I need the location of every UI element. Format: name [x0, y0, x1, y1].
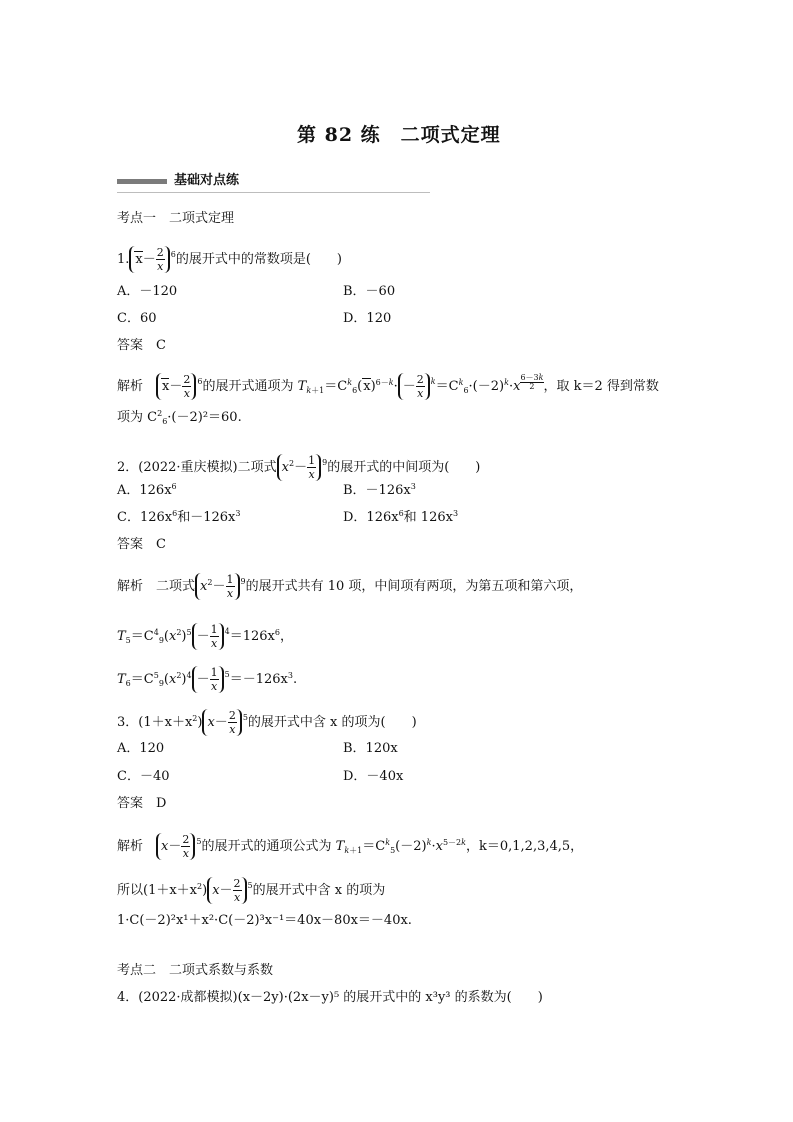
q1-solution-line2: 项为 $C^2_6\cdot(-2)^2=60$.: [117, 409, 242, 426]
q2-solution-t5: $T_5=C^4_9(x^2)^5$ － $\frac{1}{x}$ $^4=126x^6$，: [117, 623, 293, 650]
q1-option-d: D．120: [343, 311, 392, 326]
q2-option-d: D．$126x^6$和 $126x^3$: [343, 509, 459, 525]
question-1-stem: 1. x－ $\frac{2}{x}$ $^6$的展开式中的常数项是( ): [117, 246, 343, 273]
q3-option-c: C．－40: [117, 769, 170, 784]
question-3-stem: 3．$(1+x+x^2)$ x－ $\frac{2}{x}$ $^5$的展开式中含 x 的项为( ): [117, 709, 417, 736]
q3-solution-line2: 所以$(1+x+x^2)$ x－ $\frac{2}{x}$ $^5$的展开式中含 x 的项为: [117, 877, 386, 904]
topic-2-heading: 考点二 二项式系数与系数: [117, 963, 274, 978]
section-label: 基础对点练: [174, 173, 240, 188]
q3-solution-line3: 1·C(－2)²x¹＋x²·C(－2)³x⁻¹＝40x－80x＝－40x.: [117, 913, 412, 928]
q1-option-b: B．－60: [343, 284, 396, 299]
section-bar: [117, 179, 167, 184]
q2-answer: 答案 C: [117, 537, 166, 552]
question-2-stem: 2．(2022·重庆模拟)二项式 $x^2-$ $\frac{1}{x}$ $^9$的展开式的中间项为( ): [117, 454, 481, 481]
q3-solution-line1: 解析 x－ $\frac{2}{x}$ $^5$的展开式的通项公式为 $T_{k+1}=C^k_5(-2)^k\cdot x^{5-2k}$，k＝0,1,2,3,4,5，: [117, 833, 584, 860]
q3-option-a: A．120: [117, 741, 165, 756]
q2-solution-line1: 解析 二项式 $x^2-$ $\frac{1}{x}$ $^9$的展开式共有 10 项，中间项有两项，为第五项和第六项，: [117, 573, 583, 600]
q1-answer: 答案 C: [117, 338, 166, 353]
q3-option-b: B．120x: [343, 741, 398, 756]
q3-option-d: D．－40x: [343, 769, 404, 784]
topic-1-heading: 考点一 二项式定理: [117, 211, 235, 226]
q2-option-c: C．$126x^6$和$-126x^3$: [117, 509, 241, 525]
q2-option-a: A．$126x^6$: [117, 482, 177, 498]
q2-solution-t6: $T_6=C^5_9(x^2)^4$ － $\frac{1}{x}$ $^5=-126x^3$.: [117, 666, 298, 693]
q2-option-b: B．$-126x^3$: [343, 482, 416, 498]
binomial-expression: x－ $\frac{2}{x}$: [129, 246, 169, 273]
q1-option-c: C．60: [117, 311, 157, 326]
question-4-stem: 4．(2022·成都模拟)(x－2y)·(2x－y)⁵ 的展开式中的 x³y³ 的系数为( ): [117, 990, 543, 1005]
q1-option-a: A．－120: [117, 284, 178, 299]
q1-solution-line1: 解析 x－ $\frac{2}{x}$ $^6$的展开式通项为 $T_{k+1}=C^k_6(x)^{6-k}\cdot$ － $\frac{2}{x}$ $^k=C^k_6\cdot(-2)^k\cdot x$ $\frac{6-3k}{2}$ ，取 k＝2 得到常数: [117, 373, 659, 400]
section-rule: [117, 192, 430, 193]
q3-answer: 答案 D: [117, 796, 167, 811]
page-title: 第 82 练 二项式定理: [297, 124, 501, 146]
